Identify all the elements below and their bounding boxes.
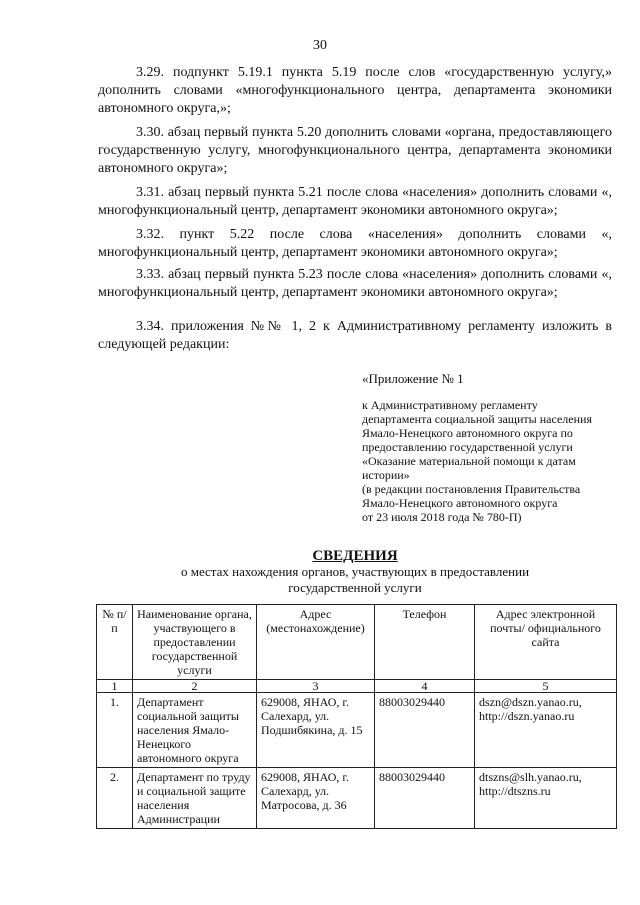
appendix-line: Ямало-Ненецкого автономного округа по: [362, 426, 573, 440]
row-number: 1.: [97, 693, 133, 768]
row-authority-name: Департамент по труду и социальной защите населения Администрации: [133, 768, 257, 829]
paragraph-3-30: 3.30. абзац первый пункта 5.20 дополнить словами «органа, предоставляющего государственную услугу, многофункционального центра, департамента экономики автономного округа»;: [98, 125, 612, 176]
heading-subtitle-line-1: о местах нахождения органов, участвующих в предоставлении: [180, 564, 530, 579]
appendix-block: [362, 372, 612, 524]
column-number: 2: [133, 680, 257, 693]
table-row: [97, 768, 617, 829]
table-column-number-row: [97, 680, 617, 693]
appendix-line: от 23 июля 2018 года № 780-П): [362, 510, 522, 524]
row-authority-name: Департамент социальной защиты населения Ямало-Ненецкого автономного округа: [133, 693, 257, 768]
appendix-line: Ямало-Ненецкого автономного округа: [362, 496, 558, 510]
authorities-table: [96, 604, 617, 829]
header-number: № п/п: [97, 605, 133, 680]
heading-title: СВЕДЕНИЯ: [312, 548, 398, 564]
row-phone: 88003029440: [375, 768, 475, 829]
page-number: 30: [313, 38, 327, 53]
row-address: 629008, ЯНАО, г. Салехард, ул. Подшибякина, д. 15: [257, 693, 375, 768]
paragraph-3-33: 3.33. абзац первый пункта 5.23 после слова «населения» дополнить словами «, многофункциональный центр, департамент экономики автономного округа»;: [98, 267, 612, 300]
table-row: [97, 693, 617, 768]
appendix-title: «Приложение № 1: [362, 371, 464, 386]
appendix-line: предоставлению государственной услуги: [362, 440, 573, 454]
header-address: Адрес (местонахождение): [257, 605, 375, 680]
heading-subtitle-line-2: государственной услуги: [288, 580, 422, 595]
column-number: 5: [475, 680, 617, 693]
header-email-site: Адрес электронной почты/ официального сайта: [475, 605, 617, 680]
section-heading: [98, 548, 612, 596]
row-number: 2.: [97, 768, 133, 829]
appendix-line: (в редакции постановления Правительства: [362, 482, 581, 496]
column-number: 3: [257, 680, 375, 693]
paragraph-3-29: 3.29. подпункт 5.19.1 пункта 5.19 после слов «государственную услугу,» дополнить словами «многофункционального центра, департамента экономики автономного округа,»;: [98, 65, 612, 116]
row-email-site: dszn@dszn.yanao.ru, http://dszn.yanao.ru: [475, 693, 617, 768]
appendix-line: департамента социальной защиты населения: [362, 412, 592, 426]
row-address: 629008, ЯНАО, г. Салехард, ул. Матросова, д. 36: [257, 768, 375, 829]
paragraph-3-32: 3.32. пункт 5.22 после слова «населения» дополнить словами «, многофункциональный центр, департамент экономики автономного округа»;: [98, 227, 612, 260]
column-number: 1: [97, 680, 133, 693]
appendix-line: истории»: [362, 468, 410, 482]
header-phone: Телефон: [375, 605, 475, 680]
paragraph-3-31: 3.31. абзац первый пункта 5.21 после слова «населения» дополнить словами «, многофункциональный центр, департамент экономики автономного округа»;: [98, 185, 612, 218]
header-authority-name: Наименование органа, участвующего в предоставлении государственной услуги: [133, 605, 257, 680]
paragraph-3-34: 3.34. приложения №№ 1, 2 к Административному регламенту изложить в следующей редакции:: [98, 319, 612, 352]
column-number: 4: [375, 680, 475, 693]
row-phone: 88003029440: [375, 693, 475, 768]
row-email-site: dtszns@slh.yanao.ru, http://dtszns.ru: [475, 768, 617, 829]
table-header-row: [97, 605, 617, 680]
appendix-line: к Административному регламенту: [362, 398, 538, 412]
appendix-line: «Оказание материальной помощи к датам: [362, 454, 576, 468]
